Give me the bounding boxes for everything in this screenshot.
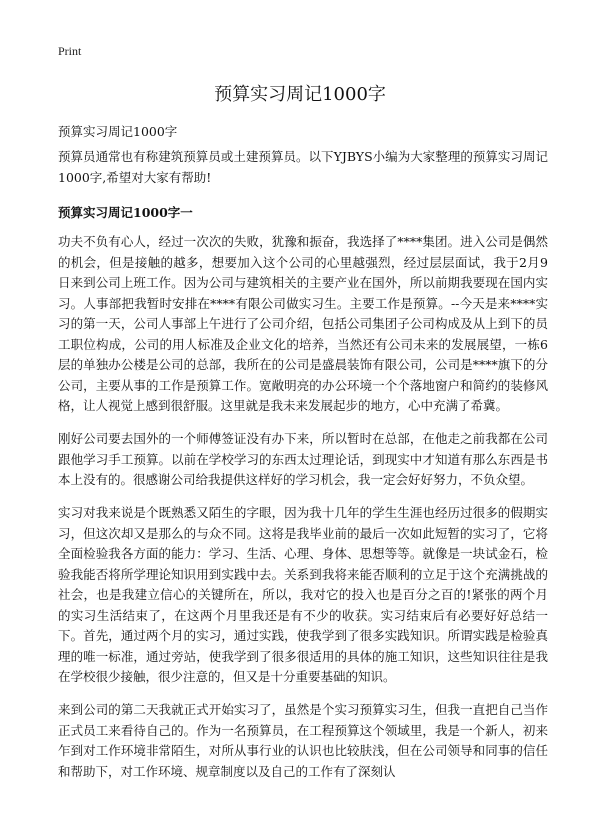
body-paragraph-2: 刚好公司要去国外的一个师傅签证没有办下来，所以暂时在总部，在他走之前我都在公司跟他学习手工预算。以前在学校学习的东西太过理论话，到现实中才知道有那么东西是书本上没有的。很感谢公司给我提供这样好的学习机会，我一定会好好努力，不负众望。 [58,431,548,487]
body-paragraph-4: 来到公司的第二天我就正式开始实习了，虽然是个实习预算实习生，但我一直把自己当作正式员工来看待自己的。作为一名预算员，在工程预算这个领域里，我是一个新人，初来乍到对工作环境非常陌生，对所从事行业的认识也比较肤浅，但在公司领导和同事的信任和帮助下，对工作环境、规章制度以及自己的工作有了深刻认 [58,702,548,779]
body-paragraph-1: 功夫不负有心人，经过一次次的失败，犹豫和振奋，我选择了****集团。进入公司是偶然的机会，但是接触的越多，想要加入这个公司的心里越强烈，经过层层面试，我于2月9日来到公司上班工作。因为公司与建筑相关的主要产业在国外，所以前期我要现在国内实习。人事部把我暂时安排在****有限公司做实习生。主要工作是预算。--今天是来****实习的第一天，公司人事部上午进行了公司介绍，包括公司集团子公司构成及从上到下的员工职位构成，公司的用人标准及企业文化的培养，当然还有公司未来的发展展望，一栋6层的单独办公楼是公司的总部，我所在的公司是盛晨装饰有限公司，公司是****旗下的分公司，主要从事的工作是预算工作。宽敞明亮的办公环境一个个落地窗户和简约的装修风格，让人视觉上感到很舒服。这里就是我未来发展起步的地方，心中充满了希冀。 [58,234,548,413]
page-title: 预算实习周记1000字 [214,84,386,105]
section-heading: 预算实习周记1000字一 [58,205,193,220]
body-paragraph-3: 实习对我来说是个既熟悉又陌生的字眼，因为我十几年的学生生涯也经历过很多的假期实习，但这次却又是那么的与众不同。这将是我毕业前的最后一次如此短暂的实习了，它将全面检验我各方面的能力：学习、生活、心理、身体、思想等等。就像是一块试金石，检验我能否将所学理论知识用到实践中去。关系到我将来能否顺利的立足于这个充满挑战的社会，也是我建立信心的关键所在，所以，我对它的投入也是百分之百的!紧张的两个月的实习生活结束了，在这两个月里我还是有不少的收获。实习结束后有必要好好总结一下。首先，通过两个月的实习，通过实践，使我学到了很多实践知识。所谓实践是检验真理的唯一标准，通过旁站，使我学到了很多很适用的具体的施工知识，这些知识往往是我在学校很少接触，很少注意的，但又是十分重要基础的知识。 [58,505,548,684]
intro-paragraph: 预算员通常也有称建筑预算员或土建预算员。以下YJBYS小编为大家整理的预算实习周记1000字,希望对大家有帮助! [58,149,548,185]
article-subtitle: 预算实习周记1000字 [58,124,178,139]
print-link[interactable]: Print [58,44,82,58]
